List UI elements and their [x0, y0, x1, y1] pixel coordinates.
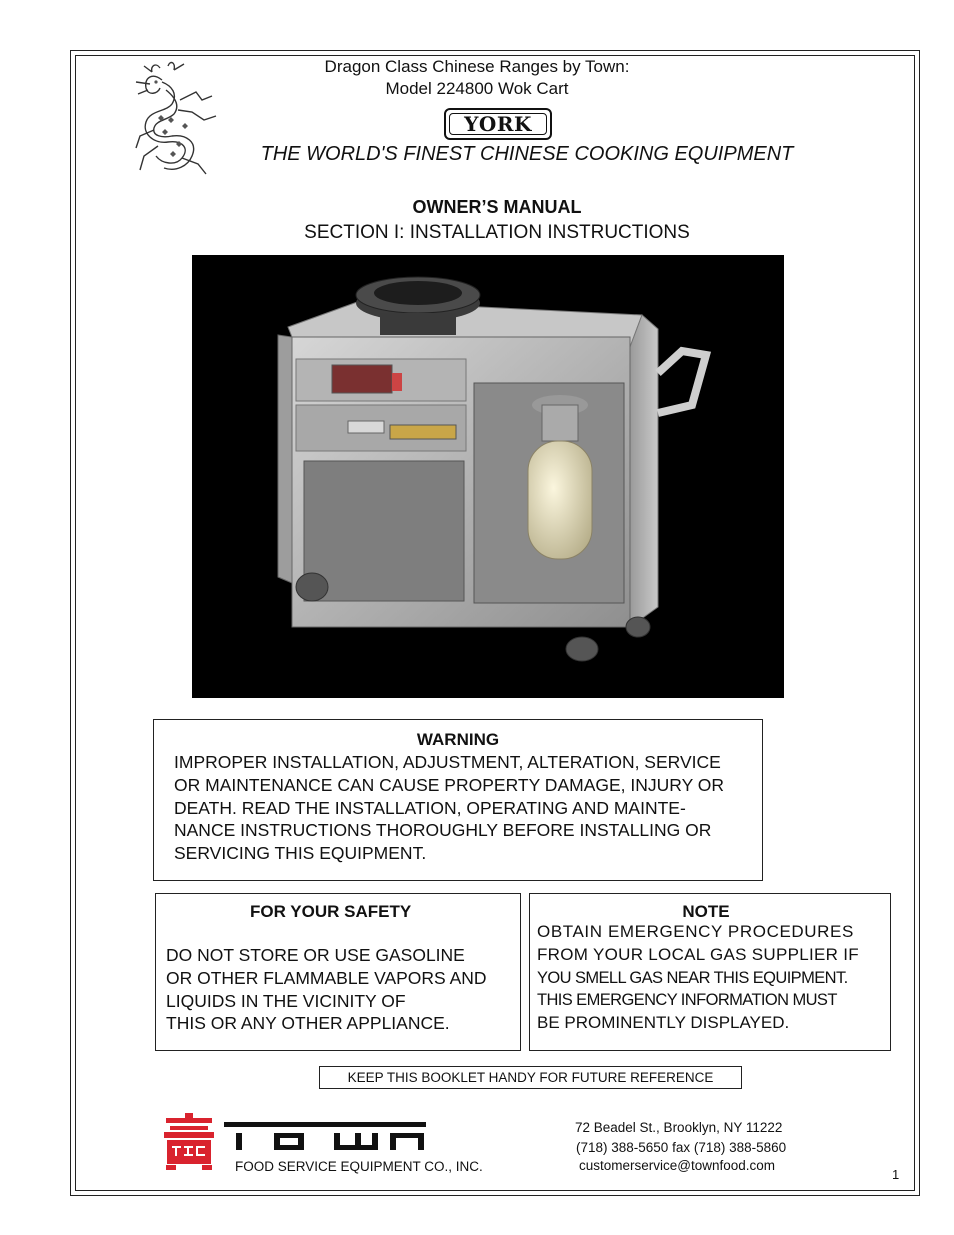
town-logo-icon	[164, 1113, 214, 1171]
warning-line: OR MAINTENANCE CAN CAUSE PROPERTY DAMAGE, INJURY OR	[174, 774, 725, 795]
wok-cart-image	[192, 255, 784, 698]
york-logo	[444, 108, 552, 140]
company-phone: (718) 388-5650 fax (718) 388-5860	[576, 1140, 787, 1155]
company-address: 72 Beadel St., Brooklyn, NY 11222	[575, 1120, 783, 1135]
york-logo-text: YORK	[449, 113, 547, 135]
note-line: FROM YOUR LOCAL GAS SUPPLIER IF	[537, 944, 859, 964]
warning-line: SERVICING THIS EQUIPMENT.	[174, 843, 427, 864]
note-line: YOU SMELL GAS NEAR THIS EQUIPMENT.	[537, 968, 848, 987]
safety-box	[155, 893, 521, 1051]
note-line: THIS EMERGENCY INFORMATION MUST	[537, 991, 837, 1010]
company-name: FOOD SERVICE EQUIPMENT CO., INC.	[235, 1159, 483, 1174]
note-line: BE PROMINENTLY DISPLAYED.	[537, 1013, 790, 1033]
keep-notice: KEEP THIS BOOKLET HANDY FOR FUTURE REFERENCE	[347, 1070, 714, 1085]
warning-line: NANCE INSTRUCTIONS THOROUGHLY BEFORE INSTALLING OR	[174, 820, 712, 841]
page-number: 1	[892, 1167, 900, 1182]
safety-line: DO NOT STORE OR USE GASOLINE	[166, 945, 465, 965]
warning-box	[153, 719, 763, 881]
product-photo	[192, 255, 784, 698]
manual-section: SECTION I: INSTALLATION INSTRUCTIONS	[304, 222, 690, 243]
manual-title: OWNER’S MANUAL	[412, 197, 582, 217]
safety-heading: FOR YOUR SAFETY	[250, 902, 412, 921]
warning-heading: WARNING	[416, 730, 500, 749]
safety-line: THIS OR ANY OTHER APPLIANCE.	[166, 1013, 450, 1034]
safety-line: LIQUIDS IN THE VICINITY OF	[166, 990, 406, 1011]
header-line-1: Dragon Class Chinese Ranges by Town:	[324, 57, 630, 76]
note-line: OBTAIN EMERGENCY PROCEDURES	[537, 922, 854, 941]
note-box	[529, 893, 891, 1051]
company-email: customerservice@townfood.com	[579, 1158, 776, 1173]
keep-notice-box	[319, 1066, 742, 1089]
town-wordmark-logo	[222, 1120, 428, 1152]
warning-line: IMPROPER INSTALLATION, ADJUSTMENT, ALTERATION, SERVICE	[174, 752, 721, 772]
tagline: THE WORLD'S FINEST CHINESE COOKING EQUIPMENT	[260, 143, 794, 165]
warning-line: DEATH. READ THE INSTALLATION, OPERATING AND MAINTE-	[174, 797, 686, 818]
header-line-2: Model 224800 Wok Cart	[385, 79, 569, 98]
note-heading: NOTE	[682, 902, 730, 921]
safety-line: OR OTHER FLAMMABLE VAPORS AND	[166, 967, 487, 988]
